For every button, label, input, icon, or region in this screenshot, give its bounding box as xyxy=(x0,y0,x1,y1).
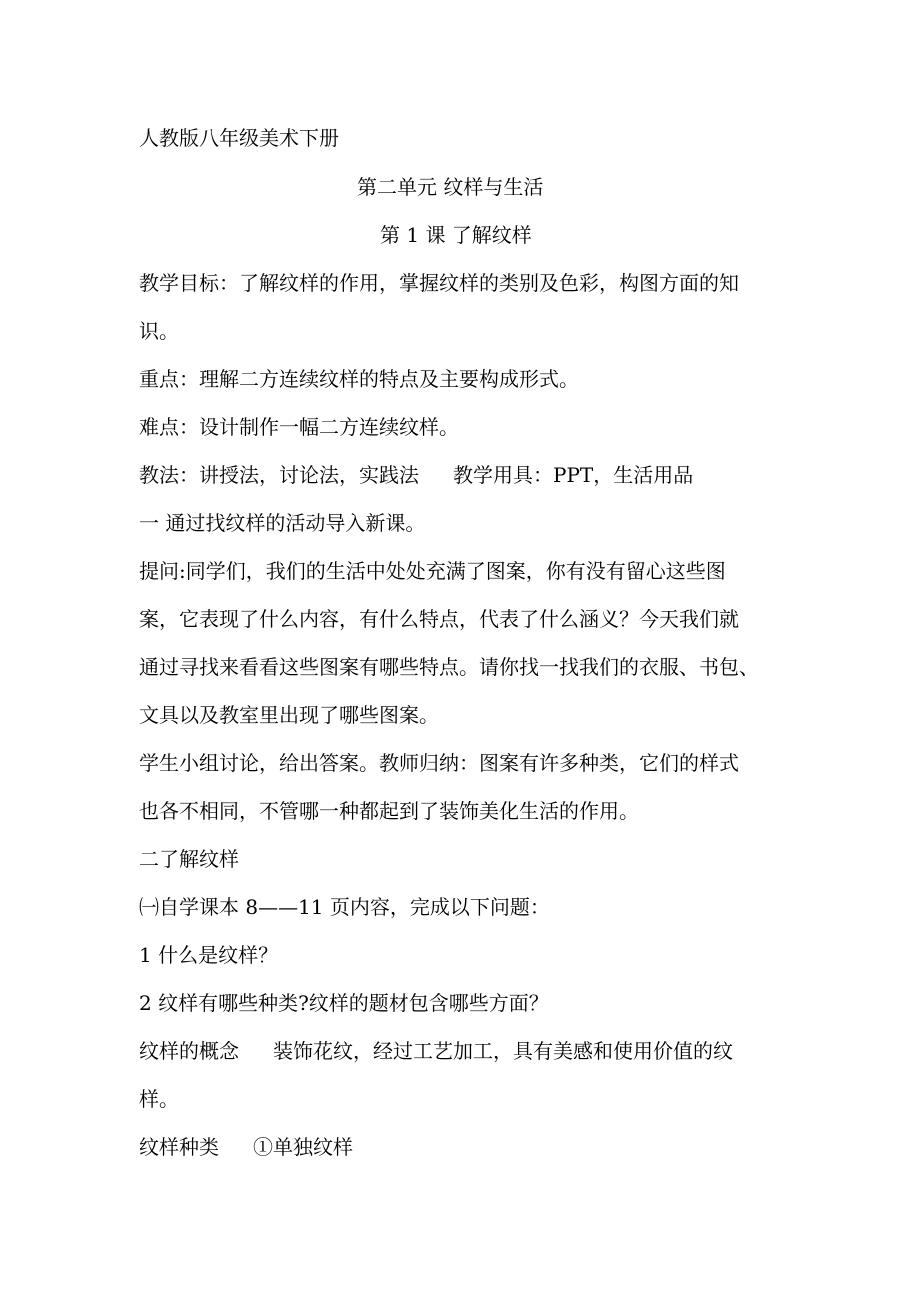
concept-text-line-2: 样。 xyxy=(139,1087,179,1111)
question-2: 2 纹样有哪些种类?纹样的题材包含哪些方面？ xyxy=(139,991,549,1015)
types-row xyxy=(139,1133,799,1161)
question-1: 1 什么是纹样？ xyxy=(139,943,279,967)
section-1-heading: 一 通过找纹样的活动导入新课。 xyxy=(139,511,426,535)
question-paragraph-line-3: 通过寻找来看看这些图案有哪些特点。请你找一找我们的衣服、书包、 xyxy=(139,655,759,679)
discussion-paragraph-line-2: 也各不相同，不管哪一种都起到了装饰美化生活的作用。 xyxy=(139,799,639,823)
lesson-title: 第 1 课 了解纹样 xyxy=(380,223,532,247)
objective-line-1: 教学目标：了解纹样的作用，掌握纹样的类别及色彩，构图方面的知 xyxy=(139,271,739,295)
discussion-paragraph-line-1: 学生小组讨论，给出答案。教师归纳：图案有许多种类，它们的样式 xyxy=(139,751,739,775)
self-study-instruction: ㈠自学课本 8——11 页内容，完成以下问题： xyxy=(139,895,550,919)
objective-line-2: 识。 xyxy=(139,319,179,343)
question-paragraph-line-1: 提问:同学们，我们的生活中处处充满了图案，你有没有留心这些图 xyxy=(139,559,726,583)
key-point: 重点：理解二方连续纹样的特点及主要构成形式。 xyxy=(139,367,579,391)
question-paragraph-line-2: 案，它表现了什么内容，有什么特点，代表了什么涵义？今天我们就 xyxy=(139,607,739,631)
document-header: 人教版八年级美术下册 xyxy=(139,126,339,150)
teaching-methods: 教法：讲授法，讨论法，实践法 xyxy=(139,463,419,487)
concept-label: 纹样的概念 xyxy=(139,1039,239,1063)
types-item-1: ①单独纹样 xyxy=(253,1135,353,1159)
difficulty: 难点：设计制作一幅二方连续纹样。 xyxy=(139,415,459,439)
section-2-heading: 二了解纹样 xyxy=(139,847,239,871)
teaching-methods-row xyxy=(139,461,799,489)
question-paragraph-line-4: 文具以及教室里出现了哪些图案。 xyxy=(139,703,439,727)
unit-title: 第二单元 纹样与生活 xyxy=(357,175,544,199)
concept-text-line-1: 装饰花纹，经过工艺加工，具有美感和使用价值的纹 xyxy=(273,1039,733,1063)
teaching-tools: 教学用具：PPT，生活用品 xyxy=(453,463,694,487)
concept-row xyxy=(139,1037,799,1065)
types-label: 纹样种类 xyxy=(139,1135,219,1159)
